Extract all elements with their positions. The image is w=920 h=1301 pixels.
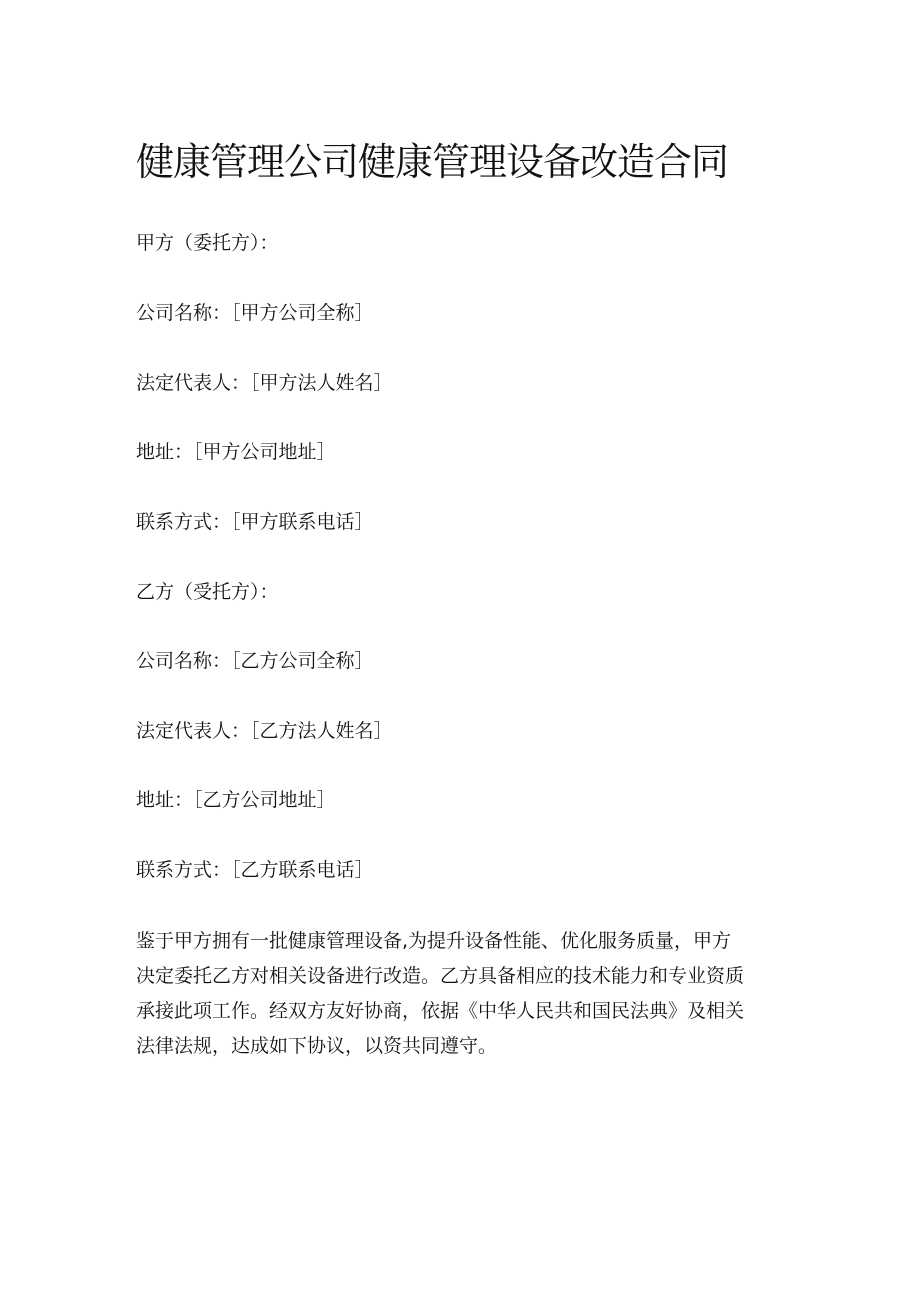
- contract-title: 健康管理公司健康管理设备改造合同: [136, 140, 729, 184]
- party-a-representative: 法定代表人：［甲方法人姓名］: [136, 372, 393, 394]
- party-b-company: 公司名称：［乙方公司全称］: [136, 650, 374, 672]
- preamble-line: 鉴于甲方拥有一批健康管理设备,为提升设备性能、优化服务质量，甲方: [136, 930, 732, 952]
- preamble-paragraph: [136, 924, 786, 1064]
- party-a-company: 公司名称：［甲方公司全称］: [136, 302, 374, 324]
- preamble-line: 承接此项工作。经双方友好协商，依据《中华人民共和国民法典》及相关: [136, 1000, 745, 1022]
- party-a-contact: 联系方式：［甲方联系电话］: [136, 511, 374, 533]
- party-b-address: 地址：［乙方公司地址］: [136, 789, 336, 811]
- preamble-line: 法律法规，达成如下协议，以资共同遵守。: [136, 1035, 498, 1057]
- party-b-heading: 乙方（受托方）：: [136, 581, 279, 603]
- party-a-address: 地址：［甲方公司地址］: [136, 441, 336, 463]
- preamble-line: 决定委托乙方对相关设备进行改造。乙方具备相应的技术能力和专业资质: [136, 965, 745, 987]
- party-a-heading: 甲方（委托方）：: [136, 232, 279, 254]
- party-b-contact: 联系方式：［乙方联系电话］: [136, 859, 374, 881]
- party-b-representative: 法定代表人：［乙方法人姓名］: [136, 720, 393, 742]
